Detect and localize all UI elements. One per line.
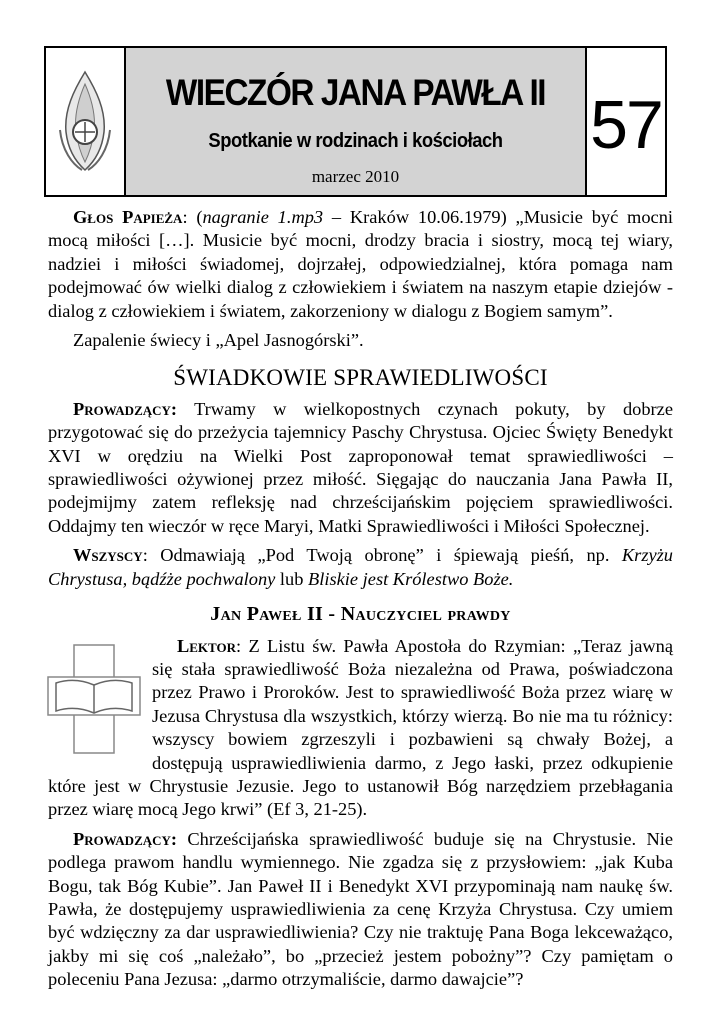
speaker-wszyscy: Wszyscy <box>73 545 143 566</box>
bulletin-subtitle: Spotkanie w rodzinach i kościołach <box>208 130 503 152</box>
paragraph-zapalenie: Zapalenie świecy i „Apel Jasnogórski”. <box>73 330 364 351</box>
speaker-prowadzacy-2: Prowadzący: <box>73 828 178 849</box>
section-heading-sub: Jan Paweł II - Nauczyciel prawdy <box>210 603 511 626</box>
paragraph-prowadzacy-1: Prowadzący: Trwamy w wielkopostnych czynach pokuty, by dobrze przygotować się do przeżycia tajemnicy Paschy Chrystusa. Ojciec Święty Benedykt XVI w orędziu na Wielki Post zaproponował temat sprawiedliwości – sprawiedliwości ożywionej przez miłość. Sięgając do nauczania Jana Pawła II, podejmijmy zatem refleksję nad chrześcijańskim pojęciem sprawiedliwości. Oddajmy ten wieczór w ręce Maryi, Matki Sprawiedliwości i Miłości Społecznej. <box>48 398 673 536</box>
bulletin-title: WIECZÓR JANA PAWŁA II <box>165 72 546 113</box>
speaker-glos-papieza: Głos Papieża <box>73 207 183 227</box>
paragraph-glos-papieza: Głos Papieża: (nagranie 1.mp3 – Kraków 10.06.1979) „Musicie być mocni mocą miłości […]. Musicie być mocni, drodzy bracia i siostry, mocą tej wiary, nadziei i miłości świadomej, dojrzałej, odpowiedzialnej, która pomaga nam podejmować ów wielki dialog z człowiekiem i światem na naszym etapie dziejów - dialog z człowiekiem i światem, zakorzeniony w dialogu z Bogiem samym”. <box>48 207 674 321</box>
media-reference: nagranie 1.mp3 <box>202 207 324 227</box>
open-book-icon <box>42 641 146 759</box>
song-title-1: Krzyżu Chrystusa, bądźże pochwalony <box>48 545 673 589</box>
speaker-lektor: Lektor <box>177 635 236 656</box>
song-title-2: Bliskie jest Królestwo Boże. <box>308 568 514 589</box>
paragraph-wszyscy: Wszyscy: Odmawiają „Pod Twoją obronę” i śpiewają pieśń, np. Krzyżu Chrystusa, bądźże pochwalony lub Bliskie jest Królestwo Boże. <box>48 545 673 589</box>
section-heading-main: ŚWIADKOWIE SPRAWIEDLIWOŚCI <box>173 365 548 391</box>
candle-host-icon <box>54 70 116 174</box>
paragraph-prowadzacy-2: Prowadzący: Chrześcijańska sprawiedliwość buduje się na Chrystusie. Nie podlega prawom handlu wymiennego. Nie zgadza się z przysłowiem: „jak Kuba Bogu, tak Bóg Kubie”. Jan Paweł II i Benedykt XVI przypominają nam naukę św. Pawła, że dostępujemy usprawiedliwienia za cenę Krzyża Chrystusa. Czy umiem być wdzięczny za dar usprawiedliwienia? Czy nie traktuję Pana Boga lekceważąco, jakby mi się coś „należało”, bo „przecież jestem pobożny”? Czy pamiętam o poleceniu Pana Jezusa: „darmo otrzymaliście, darmo dawajcie”? <box>48 828 673 990</box>
document-body <box>48 206 673 998</box>
title-cell <box>126 48 587 195</box>
logo-cell <box>46 48 126 195</box>
issue-number: 57 <box>590 87 662 163</box>
lektor-block <box>48 635 673 822</box>
paragraph-lektor: Lektor: Z Listu św. Pawła Apostoła do Rzymian: „Teraz jawną się stała sprawiedliwość Boża niezależna od Prawa, poświadczona przez Prawo i Proroków. Jest to sprawiedliwość Boża przez wiarę w Jezusa Chrystusa dla wszystkich, którzy wierzą. Bo nie ma tu różnicy: wszyscy bowiem zgrzeszyli i pozbawieni są chwały Bożej, a dostępują usprawiedliwienia darmo, z Jego łaski, przez odkupienie które jest w Chrystusie Jezusie. Jego to ustanowił Bóg narzędziem przebłagania przez wiarę mocą Jego krwi” (Ef 3, 21-25). <box>48 635 673 820</box>
speaker-prowadzacy: Prowadzący: <box>73 398 178 419</box>
header-box <box>44 46 667 197</box>
bulletin-date: marzec 2010 <box>311 167 400 186</box>
issue-number-cell <box>587 48 665 195</box>
